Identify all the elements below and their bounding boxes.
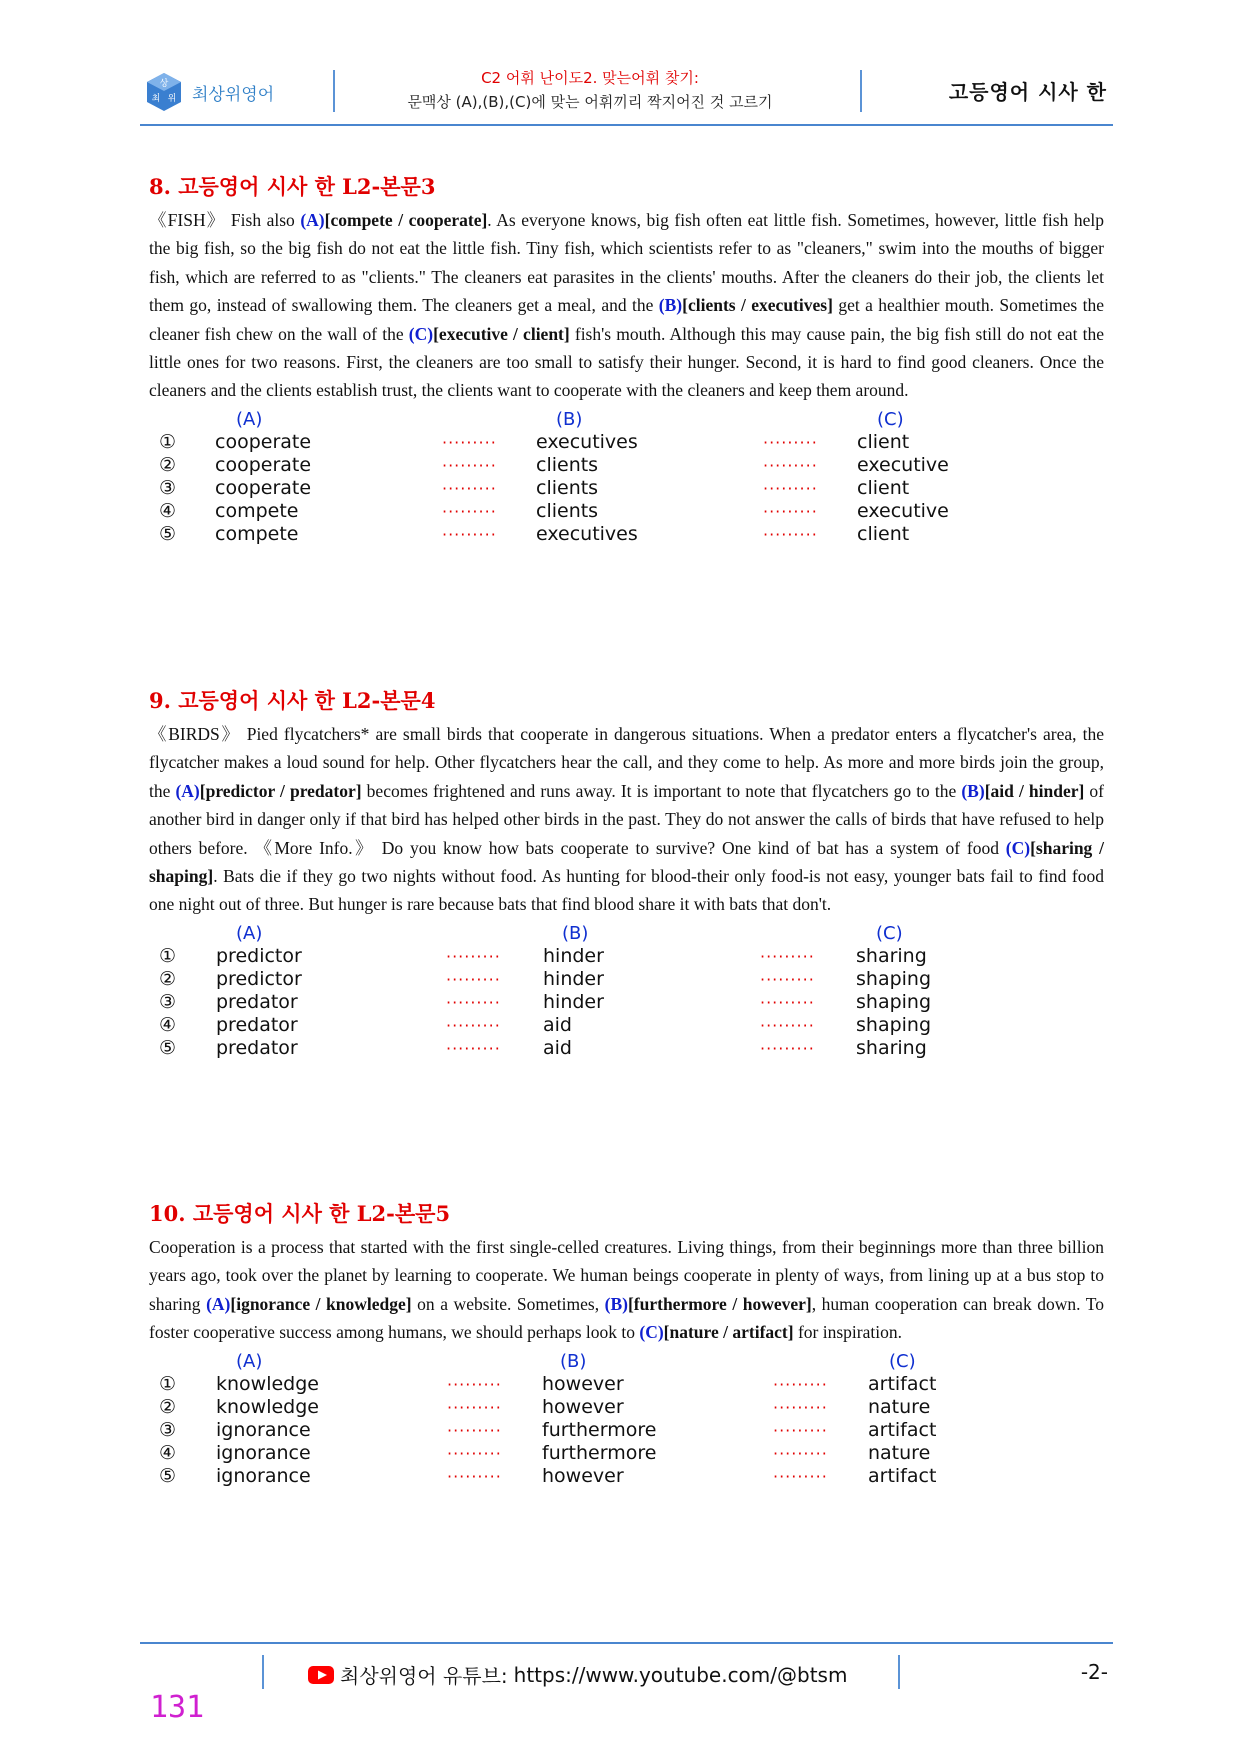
choice-number: ④	[159, 1441, 177, 1464]
choice-row[interactable]	[149, 1396, 1104, 1419]
header-title-line1: C2 어휘 난이도2. 맞는어휘 찾기:	[481, 69, 699, 87]
column-header-b: (B)	[560, 1350, 587, 1372]
question-passage	[149, 720, 1104, 919]
blank-options-a: [predictor / predator]	[199, 780, 362, 801]
blank-options-a: [compete / cooperate]	[324, 210, 488, 230]
choice-number: ①	[159, 944, 177, 967]
choice-c: artifact	[868, 1372, 937, 1395]
choice-number: ②	[159, 453, 177, 476]
question-section	[149, 686, 1104, 1060]
choice-a: ignorance	[216, 1418, 311, 1441]
channel-url[interactable]: https://www.youtube.com/@btsm	[513, 1662, 848, 1687]
dotted-leader: ·········	[760, 1038, 815, 1058]
choice-c: shaping	[856, 990, 932, 1013]
choice-c: shaping	[856, 967, 932, 990]
footer-divider	[262, 1655, 264, 1689]
choice-row[interactable]	[149, 1419, 1104, 1442]
dotted-leader: ·········	[773, 1420, 828, 1440]
dotted-leader: ·········	[773, 1466, 828, 1486]
dotted-leader: ·········	[447, 1374, 502, 1394]
choice-a: compete	[215, 499, 299, 522]
channel-label: 최상위영어 유튜브:	[340, 1664, 508, 1688]
brand-logo-icon	[146, 72, 182, 112]
choice-row[interactable]	[149, 1014, 1104, 1037]
choice-b: however	[542, 1372, 624, 1395]
choice-b: hinder	[543, 990, 604, 1013]
choice-header	[149, 923, 1104, 945]
choice-a: predator	[216, 1013, 298, 1036]
header-divider	[333, 70, 335, 112]
choice-row[interactable]	[149, 477, 1104, 500]
choice-c: client	[857, 476, 910, 499]
choice-number: ①	[159, 430, 177, 453]
blank-marker-c: (C)	[1005, 837, 1031, 858]
choice-header	[149, 1351, 1104, 1373]
choice-c: client	[857, 430, 910, 453]
choice-b: hinder	[543, 967, 604, 990]
choice-b: hinder	[543, 944, 604, 967]
choice-a: ignorance	[216, 1464, 311, 1487]
choice-row[interactable]	[149, 1037, 1104, 1060]
choice-b: clients	[536, 453, 599, 476]
choice-number: ④	[159, 1013, 177, 1036]
choice-a: predictor	[216, 967, 302, 990]
dotted-leader: ·········	[447, 1443, 502, 1463]
passage-text: on a website. Sometimes,	[411, 1293, 605, 1314]
answer-choices	[149, 923, 1104, 1060]
choice-number: ⑤	[159, 522, 177, 545]
choice-c: sharing	[856, 944, 927, 967]
header-right-title: 고등영어 시사 한	[948, 80, 1107, 104]
brand	[146, 72, 274, 112]
choice-c: artifact	[868, 1464, 937, 1487]
choice-a: knowledge	[216, 1372, 319, 1395]
column-header-c: (C)	[889, 1350, 916, 1372]
svg-text:최: 최	[151, 94, 161, 104]
question-title: 9. 고등영어 시사 한 L2-본문4	[149, 688, 436, 713]
question-section	[149, 172, 1104, 546]
choice-number: ④	[159, 499, 177, 522]
dotted-leader: ·········	[773, 1374, 828, 1394]
dotted-leader: ·········	[760, 946, 815, 966]
dotted-leader: ·········	[446, 969, 501, 989]
choice-number: ③	[159, 990, 177, 1013]
dotted-leader: ·········	[760, 992, 815, 1012]
footer-divider	[898, 1655, 900, 1689]
choice-a: predator	[216, 1036, 298, 1059]
blank-options-b: [clients / executives]	[682, 295, 833, 316]
column-header-b: (B)	[562, 922, 589, 944]
blank-marker-b: (B)	[961, 780, 985, 801]
header-title	[340, 66, 840, 114]
choice-row[interactable]	[149, 431, 1104, 454]
choice-c: sharing	[856, 1036, 927, 1059]
question-passage	[149, 1233, 1104, 1347]
choice-row[interactable]	[149, 1442, 1104, 1465]
dotted-leader: ·········	[446, 992, 501, 1012]
blank-options-a: [ignorance / knowledge]	[230, 1293, 412, 1314]
bottom-page-number: 131	[150, 1690, 205, 1725]
blank-options-c: [nature / artifact]	[663, 1322, 794, 1343]
svg-text:위: 위	[167, 94, 177, 104]
header-title-line2: 문맥상 (A),(B),(C)에 맞는 어휘끼리 짝지어진 것 고르기	[407, 93, 773, 111]
question-section	[149, 1199, 1104, 1488]
choice-number: ①	[159, 1372, 177, 1395]
passage-text: get a healthier mouth. Sometimes the cleaner fish chew on the wall of the	[149, 295, 1104, 344]
brand-name: 최상위영어	[192, 84, 275, 105]
choice-c: nature	[868, 1395, 931, 1418]
dotted-leader: ·········	[442, 501, 497, 521]
question-title: 8. 고등영어 시사 한 L2-본문3	[149, 174, 436, 199]
choice-number: ③	[159, 1418, 177, 1441]
dotted-leader: ·········	[442, 524, 497, 544]
blank-marker-a: (A)	[175, 780, 200, 801]
dotted-leader: ·········	[763, 478, 818, 498]
choice-a: ignorance	[216, 1441, 311, 1464]
choice-a: cooperate	[215, 453, 312, 476]
dotted-leader: ·········	[763, 432, 818, 452]
choice-b: however	[542, 1464, 624, 1487]
column-header-c: (C)	[876, 922, 903, 944]
choice-a: cooperate	[215, 430, 312, 453]
footer-rule	[140, 1642, 1113, 1644]
blank-options-c: [executive / client]	[433, 323, 570, 344]
blank-marker-b: (B)	[604, 1293, 628, 1314]
blank-options-b: [furthermore / however]	[627, 1293, 812, 1314]
choice-row[interactable]	[149, 945, 1104, 968]
dotted-leader: ·········	[442, 478, 497, 498]
header-divider	[860, 70, 862, 112]
choice-a: predictor	[216, 944, 302, 967]
choice-row[interactable]	[149, 991, 1104, 1014]
page-number: -2-	[1080, 1660, 1108, 1684]
choice-number: ⑤	[159, 1464, 177, 1487]
blank-options-b: [aid / hinder]	[984, 780, 1085, 801]
choice-c: executive	[857, 499, 949, 522]
dotted-leader: ·········	[760, 1015, 815, 1035]
column-header-a: (A)	[236, 922, 263, 944]
choice-c: client	[857, 522, 910, 545]
choice-row[interactable]	[149, 500, 1104, 523]
question-title: 10. 고등영어 시사 한 L2-본문5	[149, 1201, 451, 1226]
header-rule	[140, 124, 1113, 126]
dotted-leader: ·········	[446, 1038, 501, 1058]
dotted-leader: ·········	[773, 1443, 828, 1463]
answer-choices	[149, 1351, 1104, 1488]
choice-c: artifact	[868, 1418, 937, 1441]
choice-b: executives	[536, 522, 638, 545]
dotted-leader: ·········	[442, 455, 497, 475]
dotted-leader: ·········	[447, 1466, 502, 1486]
passage-text: fish's mouth. Although this may cause pain, the big fish still do not eat the little ones for two reasons. First, the cleaners are too small to satisfy their hunger. Second, it is hard to find good cleaners. Once the cleaners and the clients establish trust, the clients want to cooperate with the cleaners and keep them around.	[149, 323, 1104, 401]
svg-text:상: 상	[159, 79, 169, 89]
blank-marker-b: (B)	[658, 295, 683, 316]
choice-b: however	[542, 1395, 624, 1418]
dotted-leader: ·········	[447, 1420, 502, 1440]
dotted-leader: ·········	[446, 946, 501, 966]
choice-b: aid	[543, 1013, 572, 1036]
blank-marker-c: (C)	[408, 323, 434, 344]
choice-b: furthermore	[542, 1418, 657, 1441]
question-passage	[149, 206, 1104, 405]
dotted-leader: ·········	[763, 524, 818, 544]
choice-number: ②	[159, 967, 177, 990]
column-header-c: (C)	[877, 408, 904, 430]
choice-number: ③	[159, 476, 177, 499]
choice-a: cooperate	[215, 476, 312, 499]
choice-b: clients	[536, 476, 599, 499]
footer-channel	[308, 1660, 847, 1689]
passage-text: Cooperation is a process that started with the first single-celled creatures. Living things, from their beginnings more than three billion years ago, took over the planet by learning to cooperate. We human beings cooperate in plenty of ways, from lining up at a bus stop to sharing	[149, 1237, 1104, 1314]
column-header-a: (A)	[236, 1350, 263, 1372]
dotted-leader: ·········	[773, 1397, 828, 1417]
page-header	[140, 62, 1113, 124]
passage-text: becomes frightened and runs away. It is important to note that flycatchers go to the	[361, 780, 962, 801]
choice-b: executives	[536, 430, 638, 453]
passage-text: . As everyone knows, big fish often eat little fish. Sometimes, however, little fish help the big fish, so the big fish do not eat the little fish. Tiny fish, which scientists refer to as "cleaners," swim into the mouths of bigger fish, which are referred to as "clients." The cleaners eat parasites in the clients' mouths. After the cleaners do their job, the clients let them go, instead of swallowing them. The cleaners get a meal, and the	[149, 210, 1104, 316]
passage-text: . Bats die if they go two nights without food. As hunting for blood-their only food-is not easy, younger bats fail to find food one night out of three. But hunger is rare because bats that find blood share it with bats that don't.	[149, 866, 1104, 915]
choice-number: ②	[159, 1395, 177, 1418]
choice-row[interactable]	[149, 523, 1104, 546]
blank-marker-a: (A)	[206, 1293, 231, 1314]
dotted-leader: ·········	[763, 501, 818, 521]
choice-a: compete	[215, 522, 299, 545]
dotted-leader: ·········	[760, 969, 815, 989]
dotted-leader: ·········	[763, 455, 818, 475]
dotted-leader: ·········	[442, 432, 497, 452]
choice-b: furthermore	[542, 1441, 657, 1464]
choice-row[interactable]	[149, 1373, 1104, 1396]
choice-a: knowledge	[216, 1395, 319, 1418]
choice-header	[149, 409, 1104, 431]
choice-b: clients	[536, 499, 599, 522]
passage-text: 《BIRDS》 Pied flycatchers* are small birds that cooperate in dangerous situations. When a predator enters a flycatcher's area, the flycatcher makes a loud sound for help. Other flycatchers hear the call, and they come to help. As more and more birds join the group, the	[149, 724, 1104, 801]
choice-number: ⑤	[159, 1036, 177, 1059]
choice-c: shaping	[856, 1013, 932, 1036]
youtube-icon	[308, 1666, 334, 1684]
passage-text: 《FISH》 Fish also	[149, 210, 301, 230]
blank-options-c: [sharing / shaping]	[149, 837, 1104, 887]
passage-text: of another bird in danger only if that bird has helped other birds in the past. They do not answer the calls of birds that have refused to help others before. 《More Info.》 Do you know how bats cooperate to survive? One kind of bat has a system of food	[149, 780, 1104, 858]
choice-row[interactable]	[149, 968, 1104, 991]
dotted-leader: ·········	[447, 1397, 502, 1417]
answer-choices	[149, 409, 1104, 546]
column-header-a: (A)	[236, 408, 263, 430]
blank-marker-a: (A)	[300, 210, 325, 230]
column-header-b: (B)	[556, 408, 583, 430]
blank-marker-c: (C)	[639, 1322, 664, 1343]
dotted-leader: ·········	[446, 1015, 501, 1035]
choice-row[interactable]	[149, 1465, 1104, 1488]
passage-text: , human cooperation can break down. To foster cooperative success among humans, we should perhaps look to	[149, 1293, 1104, 1343]
choice-c: executive	[857, 453, 949, 476]
choice-row[interactable]	[149, 454, 1104, 477]
choice-c: nature	[868, 1441, 931, 1464]
passage-text: for inspiration.	[793, 1322, 902, 1343]
choice-a: predator	[216, 990, 298, 1013]
choice-b: aid	[543, 1036, 572, 1059]
